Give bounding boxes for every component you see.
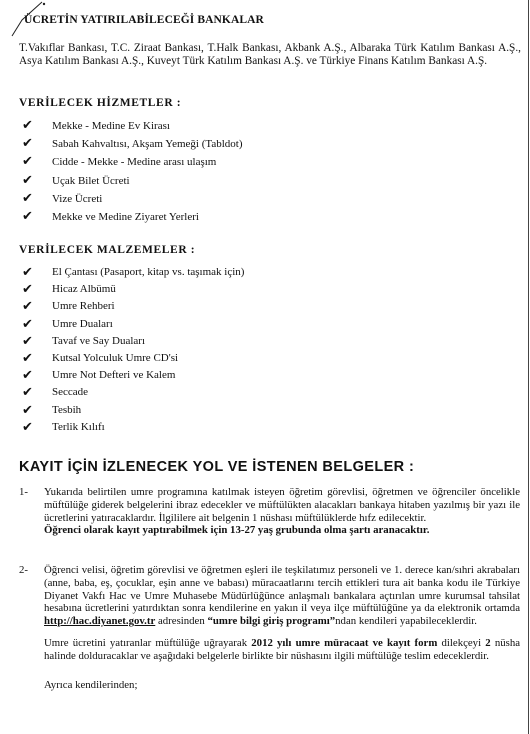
list-item bbox=[22, 208, 243, 226]
checkmark-icon: ✔ bbox=[22, 368, 33, 384]
list-item-label: El Çantası (Pasaport, kitap vs. taşımak için) bbox=[52, 266, 245, 278]
list-item-label: Kutsal Yolculuk Umre CD'si bbox=[52, 351, 179, 364]
copy-count: 2 bbox=[485, 636, 491, 649]
list-item-label: Hicaz Albümü bbox=[52, 283, 116, 296]
banks-heading: ÜCRETİN YATIRILABİLECEĞİ BANKALAR bbox=[24, 14, 264, 26]
banks-list-text: T.Vakıflar Bankası, T.C. Ziraat Bankası, T.Halk Bankası, Akbank A.Ş., Albaraka Türk Katılım Bankası A.Ş., Asya Katılım Bankası A.Ş., Kuveyt Türk Katılım Bankası A.Ş. ve Türkiye Finans Katılım Bankası A.Ş. bbox=[19, 42, 521, 67]
checkmark-icon: ✔ bbox=[22, 265, 33, 280]
list-item bbox=[22, 190, 243, 208]
list-item bbox=[22, 153, 243, 171]
list-item-label: Mekke - Medine Ev Kirası bbox=[52, 120, 170, 132]
item-number-2: 2- bbox=[19, 564, 28, 576]
list-item bbox=[22, 135, 243, 153]
checkmark-icon: ✔ bbox=[22, 136, 33, 152]
checkmark-icon: ✔ bbox=[22, 299, 33, 315]
item-2-p2-c: nüsha halinde dolduracaklar ve aşağıdaki belgelerle birlikte bir nüshasını ilgili müftülüğe teslim edeceklerdir. bbox=[44, 636, 521, 662]
services-list bbox=[22, 117, 243, 226]
list-item-label: Tesbih bbox=[52, 403, 82, 416]
list-item-label: Vize Ücreti bbox=[52, 192, 103, 205]
list-item-label: Umre Not Defteri ve Kalem bbox=[52, 369, 176, 382]
list-item-label: Sabah Kahvaltısı, Akşam Yemeği (Tabldot) bbox=[52, 138, 243, 151]
item-number-1: 1- bbox=[19, 486, 28, 498]
item-1-text: Yukarıda belirtilen umre programına katılmak isteyen öğretim görevlisi, öğretmen ve öğrenciler öncelikle müftülüğe giderek belgelerini ibraz edecekler ve müftülükten alacakları bankaya hitaben yazılmış bir yazı ile ücretlerini yatıracaklardır. İlgililere ait belgenin 1 nüshası müftülüklerde hıfz edilecektir. bbox=[44, 486, 520, 524]
list-item-label: Umre Rehberi bbox=[52, 300, 115, 313]
list-item bbox=[22, 350, 244, 367]
checkmark-icon: ✔ bbox=[22, 419, 33, 435]
list-item-label: Mekke ve Medine Ziyaret Yerleri bbox=[52, 210, 199, 223]
registration-heading: KAYIT İÇİN İZLENECEK YOL VE İSTENEN BELGELER : bbox=[19, 459, 415, 475]
list-item-label: Uçak Bilet Ücreti bbox=[52, 174, 130, 187]
materials-list bbox=[22, 264, 244, 436]
item-2-p2-a: Umre ücretini yatıranlar müftülüğe uğrayarak bbox=[44, 636, 248, 649]
checkmark-icon: ✔ bbox=[22, 208, 33, 224]
item-2-p2-b: dilekçeyi bbox=[441, 636, 482, 649]
list-item bbox=[22, 117, 243, 135]
list-item bbox=[22, 402, 244, 419]
checkmark-icon: ✔ bbox=[22, 172, 33, 188]
list-item bbox=[22, 367, 244, 384]
list-item-label: Terlik Kılıfı bbox=[52, 420, 105, 433]
registration-item-1 bbox=[44, 486, 520, 537]
services-heading: VERİLECEK HİZMETLER : bbox=[19, 97, 182, 109]
checkmark-icon: ✔ bbox=[22, 282, 33, 298]
checkmark-icon: ✔ bbox=[22, 333, 33, 349]
checkmark-icon: ✔ bbox=[22, 350, 33, 366]
list-item-label: Umre Duaları bbox=[52, 317, 113, 330]
list-item-label: Cidde - Mekke - Medine arası ulaşım bbox=[52, 156, 217, 169]
checkmark-icon: ✔ bbox=[22, 385, 33, 401]
list-item-label: Seccade bbox=[52, 386, 89, 399]
diyanet-link[interactable]: http://hac.diyanet.gov.tr bbox=[44, 615, 156, 628]
page-edge-rule bbox=[528, 0, 529, 734]
checkmark-icon: ✔ bbox=[22, 118, 33, 133]
registration-item-2 bbox=[44, 564, 520, 691]
form-name: 2012 yılı umre müracaat ve kayıt form bbox=[251, 636, 438, 649]
age-requirement-note: Öğrenci olarak kayıt yaptırabilmek için 13-27 yaş grubunda olma şartı aranacaktır. bbox=[44, 524, 430, 537]
list-item bbox=[22, 384, 244, 401]
checkmark-icon: ✔ bbox=[22, 402, 33, 418]
checkmark-icon: ✔ bbox=[22, 190, 33, 206]
materials-heading: VERİLECEK MALZEMELER : bbox=[19, 244, 196, 256]
list-item bbox=[22, 281, 244, 298]
item-2-text-a: Öğrenci velisi, öğretim görevlisi ve öğretmen eşleri ile teşkilatımız personeli ve 1. derece kan/sıhri akrabaları (anne, baba, eş, çocuklar, eşin anne ve babası) müracaatlarını tercih ettikleri tura ait banka kodu ile Türkiye Diyanet Vakfı Hac ve Umre Muhasebe Müdürlüğünce anlaşmalı bankalara açtırılan umre kurumsal tahsilat hesabına ücretlerini yatırdıktan sonra kendilerine en yakın il veya ilçe müftülüğüne ya da elektronik ortamda bbox=[44, 564, 520, 615]
checkmark-icon: ✔ bbox=[22, 154, 33, 170]
item-2-text-b: adresinden bbox=[157, 615, 205, 628]
list-item-label: Tavaf ve Say Duaları bbox=[52, 334, 145, 347]
list-item bbox=[22, 264, 244, 281]
checkmark-icon: ✔ bbox=[22, 316, 33, 332]
list-item bbox=[22, 333, 244, 350]
item-2-p3: Ayrıca kendilerinden; bbox=[44, 678, 138, 691]
list-item bbox=[22, 419, 244, 436]
list-item bbox=[22, 298, 244, 315]
item-2-text-c: ndan kendileri yapabileceklerdir. bbox=[335, 615, 477, 628]
list-item bbox=[22, 316, 244, 333]
list-item bbox=[22, 172, 243, 190]
program-name: “umre bilgi giriş programı” bbox=[207, 615, 336, 628]
